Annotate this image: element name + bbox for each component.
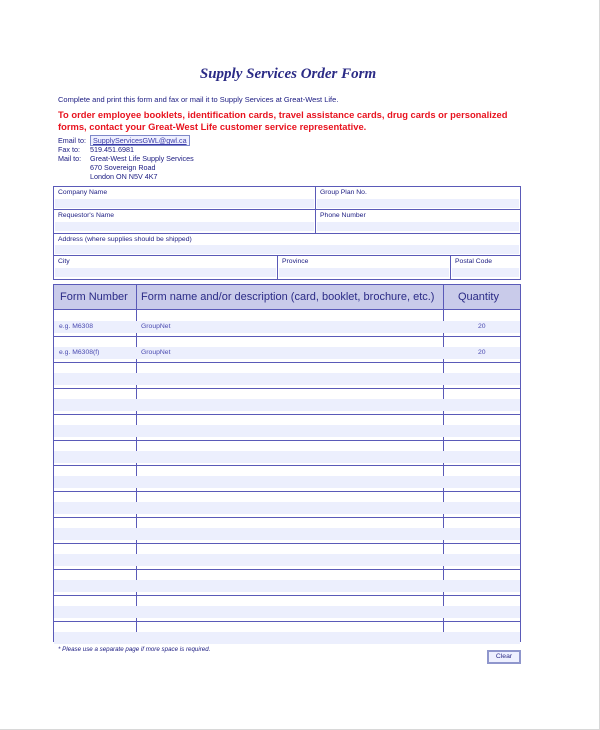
fax-value: 519.451.6981 <box>90 145 134 154</box>
grid-header <box>54 285 520 309</box>
row-input-strip[interactable] <box>54 580 520 592</box>
company-name-input[interactable] <box>55 199 314 208</box>
row-divider <box>54 440 520 441</box>
group-plan-label: Group Plan No. <box>320 189 367 196</box>
company-name-field[interactable] <box>54 187 315 209</box>
row-divider <box>54 491 520 492</box>
row-divider <box>54 465 520 466</box>
postal-code-field[interactable] <box>451 256 520 279</box>
requestor-name-input[interactable] <box>55 222 314 231</box>
header-divider <box>54 309 520 310</box>
group-plan-field[interactable] <box>316 187 520 209</box>
row-input-strip[interactable] <box>54 347 520 359</box>
row-input-strip[interactable] <box>54 502 520 514</box>
phone-number-label: Phone Number <box>320 212 366 219</box>
row-divider <box>54 336 520 337</box>
fax-line <box>58 145 134 154</box>
requestor-info-box <box>53 186 521 280</box>
company-name-label: Company Name <box>58 189 108 196</box>
notice-text: To order employee booklets, identification cards, travel assistance cards, drug cards or personalized forms, contact your Great-West Life customer service representative. <box>58 109 508 132</box>
row-input-strip[interactable] <box>54 476 520 488</box>
province-label: Province <box>282 258 309 265</box>
row-input-strip[interactable] <box>54 399 520 411</box>
mail-address-1: Great-West Life Supply Services <box>90 154 194 163</box>
province-field[interactable] <box>278 256 450 279</box>
row-input-strip[interactable] <box>54 632 520 644</box>
phone-number-input[interactable] <box>317 222 519 231</box>
address-field[interactable] <box>54 234 520 255</box>
row-divider <box>54 414 520 415</box>
row-input-strip[interactable] <box>54 425 520 437</box>
row-input-strip[interactable] <box>54 606 520 618</box>
row-divider <box>54 362 520 363</box>
province-input[interactable] <box>279 268 449 277</box>
row-input-strip[interactable] <box>54 451 520 463</box>
city-field[interactable] <box>54 256 277 279</box>
row-input-strip[interactable] <box>54 528 520 540</box>
description-cell[interactable]: GroupNet <box>141 348 171 356</box>
row-divider <box>54 517 520 518</box>
email-link[interactable]: SupplyServicesGWL@gwl.ca <box>90 135 190 146</box>
postal-code-input[interactable] <box>452 268 519 277</box>
clear-button[interactable]: Clear <box>487 650 521 664</box>
description-cell[interactable]: GroupNet <box>141 323 171 330</box>
mail-address-3: London ON N5V 4K7 <box>90 172 158 181</box>
row-input-strip[interactable] <box>54 373 520 385</box>
intro-text: Complete and print this form and fax or mail it to Supply Services at Great-West Life. <box>58 95 339 104</box>
order-grid <box>53 284 521 642</box>
quantity-cell[interactable]: 20 <box>478 323 486 330</box>
address-input[interactable] <box>55 245 519 254</box>
form-number-cell[interactable]: e.g. M6308(f) <box>59 348 100 356</box>
quantity-cell[interactable]: 20 <box>478 348 486 356</box>
city-input[interactable] <box>55 268 276 277</box>
requestor-name-field[interactable] <box>54 210 315 233</box>
row-divider <box>54 595 520 596</box>
address-label: Address (where supplies should be shipped) <box>58 236 192 243</box>
footnote: * Please use a separate page if more space is required. <box>58 646 211 653</box>
phone-number-field[interactable] <box>316 210 520 233</box>
row-divider <box>54 569 520 570</box>
mail-line <box>58 154 194 163</box>
city-label: City <box>58 258 70 265</box>
quantity-header: Quantity <box>458 291 499 303</box>
mail-address-2: 670 Sovereign Road <box>90 163 156 172</box>
form-number-cell[interactable]: e.g. M6308 <box>59 323 94 330</box>
form-title: Supply Services Order Form <box>199 66 377 82</box>
fax-label: Fax to: <box>58 145 80 154</box>
row-divider <box>54 543 520 544</box>
form-number-header: Form Number <box>60 291 128 303</box>
row-input-strip[interactable] <box>54 321 520 333</box>
row-input-strip[interactable] <box>54 554 520 566</box>
row-divider <box>54 621 520 622</box>
group-plan-input[interactable] <box>317 199 519 208</box>
row-divider <box>54 388 520 389</box>
email-label: Email to: <box>58 136 86 145</box>
mail-label: Mail to: <box>58 154 82 163</box>
description-header: Form name and/or description (card, booklet, brochure, etc.) <box>141 291 435 303</box>
postal-code-label: Postal Code <box>455 258 493 265</box>
requestor-name-label: Requestor's Name <box>58 212 115 219</box>
